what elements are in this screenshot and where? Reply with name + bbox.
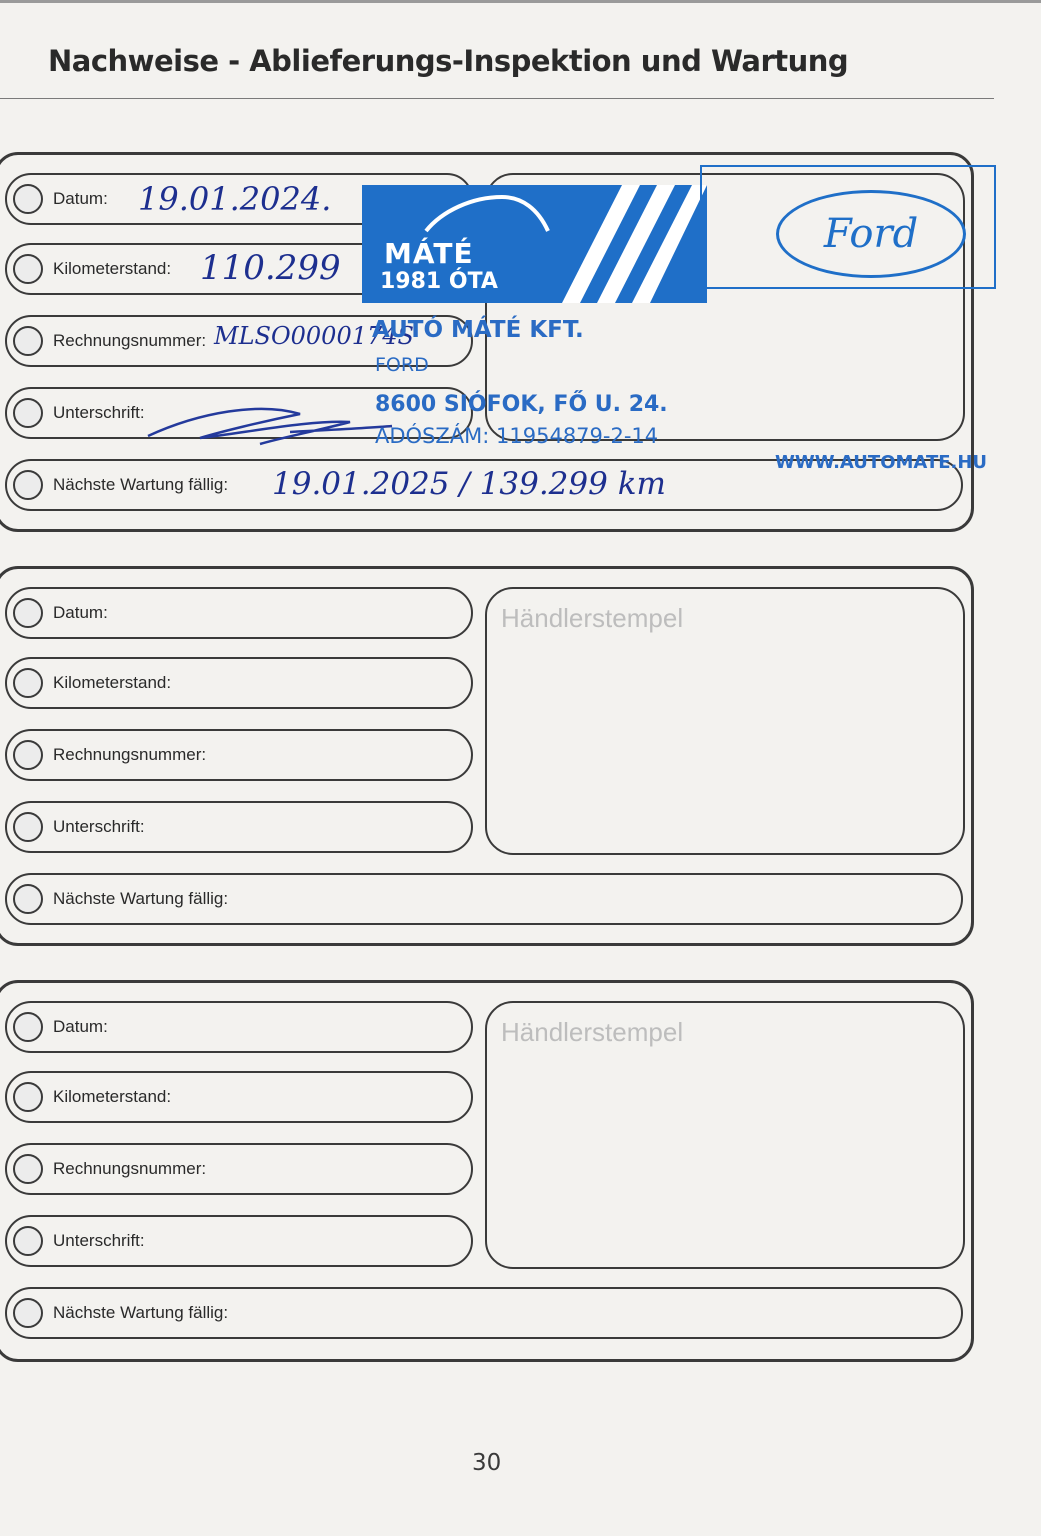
stamp-brand: MÁTÉ bbox=[384, 237, 474, 270]
datum-row bbox=[5, 587, 473, 639]
naechste-wartung-value: 19.01.2025 / 139.299 km bbox=[272, 466, 666, 502]
checkbox-circle[interactable] bbox=[13, 598, 43, 628]
top-rule bbox=[0, 0, 1041, 3]
checkbox-circle[interactable] bbox=[13, 1226, 43, 1256]
rechnungsnummer-row bbox=[5, 729, 473, 781]
checkbox-circle[interactable] bbox=[13, 1012, 43, 1042]
service-record-3 bbox=[0, 980, 974, 1362]
checkbox-circle[interactable] bbox=[13, 884, 43, 914]
stamp-brand-line: FORD bbox=[375, 354, 429, 376]
datum-label: Datum: bbox=[53, 1017, 108, 1036]
unterschrift-label: Unterschrift: bbox=[53, 817, 145, 836]
unterschrift-row bbox=[5, 1215, 473, 1267]
datum-label: Datum: bbox=[53, 603, 108, 622]
unterschrift-label: Unterschrift: bbox=[53, 403, 145, 422]
title-divider bbox=[0, 98, 994, 99]
kilometerstand-label: Kilometerstand: bbox=[53, 673, 172, 692]
ford-logo: Ford bbox=[776, 190, 966, 278]
stamp-website: WWW.AUTOMATE.HU bbox=[775, 452, 988, 473]
stamp-company: AUTÓ MÁTÉ KFT. bbox=[372, 317, 584, 343]
checkbox-circle[interactable] bbox=[13, 740, 43, 770]
naechste-wartung-label: Nächste Wartung fällig: bbox=[53, 1303, 229, 1322]
naechste-wartung-row bbox=[5, 1287, 963, 1339]
dealer-stamp-banner bbox=[362, 185, 707, 303]
checkbox-circle[interactable] bbox=[13, 812, 43, 842]
rechnungsnummer-value: MLSO0000174S bbox=[214, 322, 414, 350]
datum-value: 19.01.2024. bbox=[138, 180, 332, 218]
datum-label: Datum: bbox=[53, 189, 108, 208]
car-silhouette-icon bbox=[422, 191, 552, 235]
stamp-tax-id: ADÓSZÁM: 11954879-2-14 bbox=[375, 424, 659, 448]
stamp-since: 1981 ÓTA bbox=[380, 269, 498, 294]
stamp-address: 8600 SIÓFOK, FŐ U. 24. bbox=[375, 392, 668, 417]
kilometerstand-row bbox=[5, 1071, 473, 1123]
naechste-wartung-row bbox=[5, 873, 963, 925]
page-number: 30 bbox=[472, 1450, 502, 1476]
checkbox-circle[interactable] bbox=[13, 184, 43, 214]
haendlerstempel-box bbox=[485, 587, 965, 855]
checkbox-circle[interactable] bbox=[13, 1154, 43, 1184]
rechnungsnummer-label: Rechnungsnummer: bbox=[53, 745, 207, 764]
checkbox-circle[interactable] bbox=[13, 254, 43, 284]
checkbox-circle[interactable] bbox=[13, 1082, 43, 1112]
unterschrift-label: Unterschrift: bbox=[53, 1231, 145, 1250]
unterschrift-row bbox=[5, 801, 473, 853]
checkbox-circle[interactable] bbox=[13, 398, 43, 428]
checkbox-circle[interactable] bbox=[13, 668, 43, 698]
datum-row bbox=[5, 1001, 473, 1053]
page-title: Nachweise - Ablieferungs-Inspektion und Wartung bbox=[48, 44, 849, 78]
naechste-wartung-label: Nächste Wartung fällig: bbox=[53, 475, 229, 494]
haendlerstempel-label: Händlerstempel bbox=[501, 1017, 684, 1047]
checkbox-circle[interactable] bbox=[13, 1298, 43, 1328]
kilometerstand-label: Kilometerstand: bbox=[53, 1087, 172, 1106]
kilometerstand-value: 110.299 bbox=[200, 248, 341, 288]
service-record-2 bbox=[0, 566, 974, 946]
kilometerstand-label: Kilometerstand: bbox=[53, 259, 172, 278]
naechste-wartung-label: Nächste Wartung fällig: bbox=[53, 889, 229, 908]
haendlerstempel-label: Händlerstempel bbox=[501, 603, 684, 633]
signature-scribble bbox=[140, 392, 400, 452]
checkbox-circle[interactable] bbox=[13, 470, 43, 500]
stamp-stripes bbox=[562, 185, 707, 303]
checkbox-circle[interactable] bbox=[13, 326, 43, 356]
kilometerstand-row bbox=[5, 657, 473, 709]
rechnungsnummer-label: Rechnungsnummer: bbox=[53, 331, 207, 350]
rechnungsnummer-label: Rechnungsnummer: bbox=[53, 1159, 207, 1178]
haendlerstempel-box bbox=[485, 1001, 965, 1269]
rechnungsnummer-row bbox=[5, 1143, 473, 1195]
